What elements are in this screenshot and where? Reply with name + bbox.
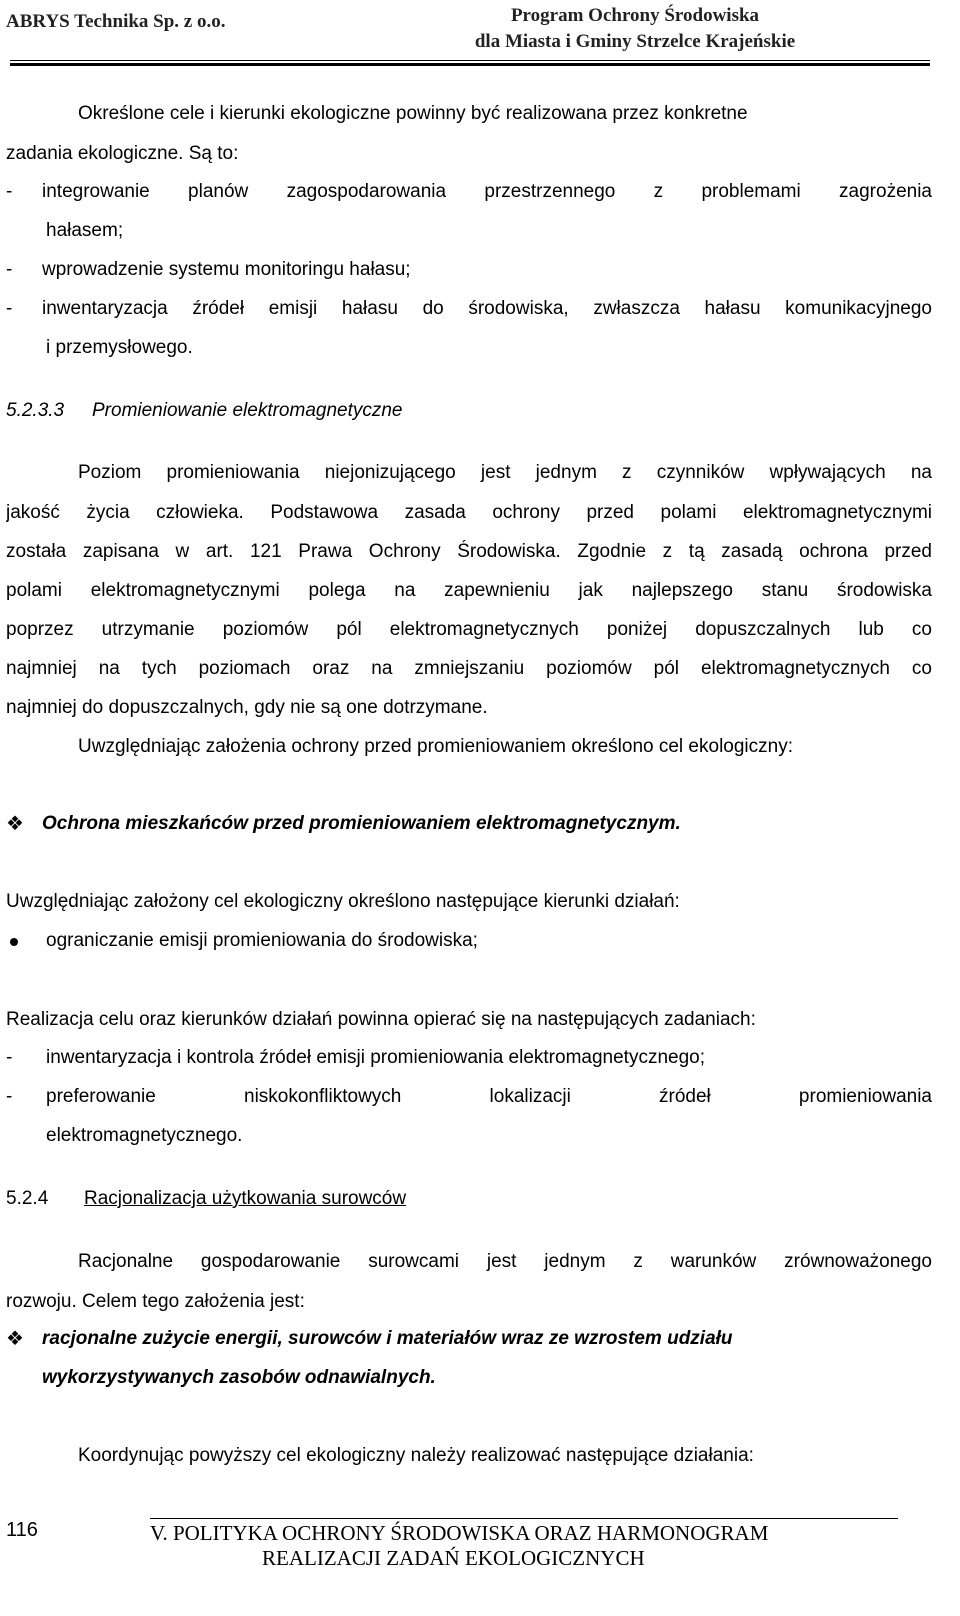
resources-goal-line-2: wykorzystywanych zasobów odnawialnych. [42,1367,436,1388]
section-title: Racjonalizacja użytkowania surowców [84,1188,407,1209]
diamond-bullet-icon: ❖ [6,813,24,835]
footer-rule [150,1518,898,1519]
program-title-line2: dla Miasta i Gminy Strzelce Krajeńskie [474,31,796,52]
intro-line-2: zadania ekologiczne. Są to: [6,143,239,164]
para-line-6: najmniej na tych poziomach oraz na zmniejszaniu poziomów pól elektromagnetycznych co [6,658,932,679]
list-dash: - [6,298,13,319]
page-number: 116 [6,1519,38,1541]
resources-para-line-1: Racjonalne gospodarowanie surowcami jest jednym z warunków zrównoważonego [78,1251,932,1272]
directions-intro: Uwzględniając założony cel ekologiczny określono następujące kierunki działań: [6,891,680,912]
list-dash: - [6,181,13,202]
noise-task-1-line-1: integrowanie planów zagospodarowania przestrzennego z problemami zagrożenia [42,181,932,202]
diamond-bullet-icon: ❖ [6,1328,24,1350]
tasks-intro: Realizacja celu oraz kierunków działań powinna opierać się na następujących zadaniach: [6,1009,756,1030]
header-rule-bottom [10,63,930,66]
para-line-1: Poziom promieniowania niejonizującego jest jednym z czynników wpływających na [78,462,932,483]
para-line-4: polami elektromagnetycznymi polega na zapewnieniu jak najlepszego stanu środowiska [6,580,932,601]
list-dash: - [6,259,13,280]
section-number: 5.2.3.3 [6,400,65,421]
list-dash: - [6,1086,13,1107]
bullet-icon [10,938,18,946]
noise-task-2: wprowadzenie systemu monitoringu hałasu; [42,259,411,280]
noise-task-1-line-2: hałasem; [46,220,124,241]
radiation-task-2-line-1: preferowanie niskokonfliktowych lokalizacji źródeł promieniowania [46,1086,932,1107]
para-line-3: została zapisana w art. 121 Prawa Ochrony Środowiska. Zgodnie z tą zasadą ochrona przed [6,541,932,562]
noise-task-3-line-1: inwentaryzacja źródeł emisji hałasu do środowiska, zwłaszcza hałasu komunikacyjnego [42,298,932,319]
chapter-title-line-2: REALIZACJI ZADAŃ EKOLOGICZNYCH [262,1546,645,1570]
chapter-title-line-1: V. POLITYKA OCHRONY ŚRODOWISKA ORAZ HARMONOGRAM [150,1521,769,1545]
para-line-2: jakość życia człowieka. Podstawowa zasada ochrony przed polami elektromagnetycznymi [6,502,932,523]
goal-intro: Uwzględniając założenia ochrony przed promieniowaniem określono cel ekologiczny: [78,736,793,757]
para-line-5: poprzez utrzymanie poziomów pól elektromagnetycznych poniżej dopuszczalnych lub co [6,619,932,640]
resources-para-line-2: rozwoju. Celem tego założenia jest: [6,1291,305,1312]
para-line-7: najmniej do dopuszczalnych, gdy nie są one dotrzymane. [6,697,488,718]
company-name: ABRYS Technika Sp. z o.o. [6,11,226,32]
radiation-task-1: inwentaryzacja i kontrola źródeł emisji promieniowania elektromagnetycznego; [46,1047,705,1068]
intro-line-1: Określone cele i kierunki ekologiczne powinny być realizowana przez konkretne [78,103,748,124]
coordination-sentence: Koordynując powyższy cel ekologiczny należy realizować następujące działania: [78,1445,754,1466]
noise-task-3-line-2: i przemysłowego. [46,337,193,358]
section-number: 5.2.4 [6,1188,49,1209]
section-title: Promieniowanie elektromagnetyczne [92,400,403,421]
header-rule-top [10,60,930,61]
list-dash: - [6,1047,13,1068]
program-title-line1: Program Ochrony Środowiska [510,5,760,26]
direction-item: ograniczanie emisji promieniowania do środowiska; [46,930,478,951]
resources-goal-line-1: racjonalne zużycie energii, surowców i materiałów wraz ze wzrostem udziału [42,1328,733,1349]
ecological-goal: Ochrona mieszkańców przed promieniowaniem elektromagnetycznym. [42,813,681,834]
radiation-task-2-line-2: elektromagnetycznego. [46,1125,243,1146]
